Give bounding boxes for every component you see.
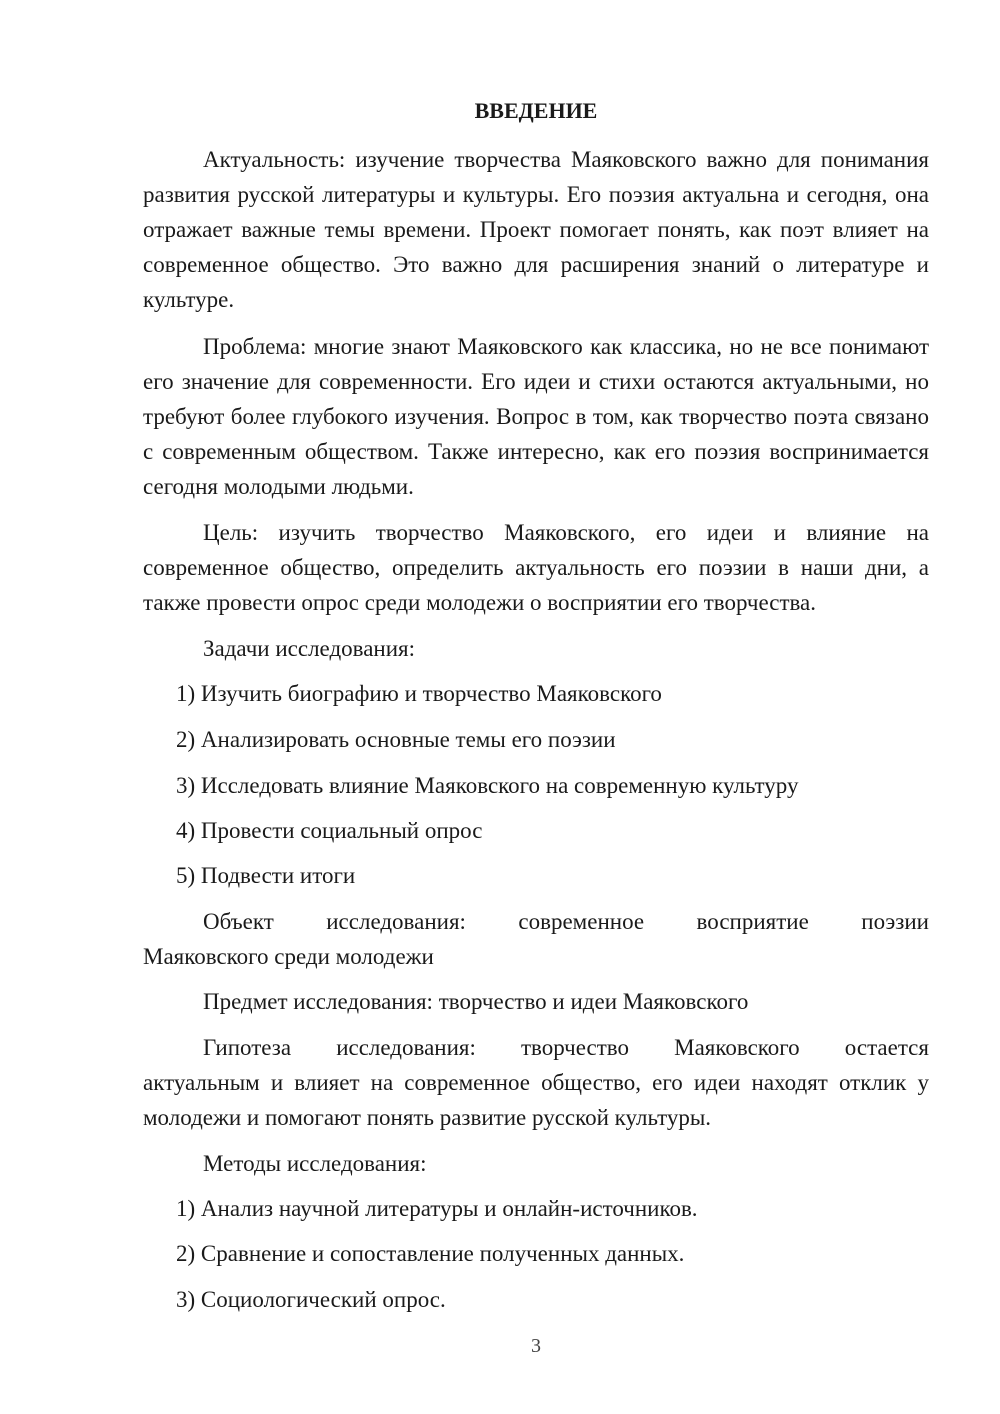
hypothesis-rest: актуальным и влияет на современное общество, его идеи находят отклик у молодежи и помогают понять развитие русской культуры. [143,1070,929,1130]
hypothesis-word: остается [844,1035,929,1060]
method-item-2: 2) Сравнение и сопоставление полученных данных. [176,1241,685,1266]
subject-line: Предмет исследования: творчество и идеи Маяковского [203,989,749,1014]
hypothesis-word: Гипотеза [203,1035,292,1060]
goal-paragraph: Цель: изучить творчество Маяковского, его идеи и влияние на современное общество, определить актуальность его поэзии в наши дни, а также провести опрос среди молодежи о восприятии его творчества. [143,520,929,615]
object-word: поэзии [861,909,929,934]
object-line-1 [143,904,929,939]
hypothesis-word: творчество [521,1035,629,1060]
object-word: современное [518,909,645,934]
object-word: исследования: [326,909,466,934]
task-item-4: 4) Провести социальный опрос [176,818,483,843]
task-item-2: 2) Анализировать основные темы его поэзии [176,727,616,752]
task-item-3: 3) Исследовать влияние Маяковского на современную культуру [176,773,799,798]
method-item-3: 3) Социологический опрос. [176,1287,446,1312]
hypothesis-word: исследования: [336,1035,476,1060]
problem-paragraph: Проблема: многие знают Маяковского как классика, но не все понимают его значение для современности. Его идеи и стихи остаются актуальными, но требуют более глубокого изучения. Вопрос в том, как творчество поэта связано с современным обществом. Также интересно, как его поэзия воспринимается сегодня молодыми людьми. [143,334,929,499]
hypothesis-line-1 [143,1030,929,1065]
method-item-1: 1) Анализ научной литературы и онлайн-источников. [176,1196,698,1221]
page-number: 3 [531,1335,541,1357]
methods-heading: Методы исследования: [203,1151,427,1176]
task-item-5: 5) Подвести итоги [176,863,356,888]
task-item-1: 1) Изучить биографию и творчество Маяковского [176,681,662,706]
object-word: Объект [203,909,274,934]
tasks-heading: Задачи исследования: [203,636,416,661]
section-title: ВВЕДЕНИЕ [474,98,598,123]
document-page [143,0,929,1414]
object-line-2: Маяковского среди молодежи [143,944,434,969]
hypothesis-word: Маяковского [674,1035,800,1060]
relevance-paragraph: Актуальность: изучение творчества Маяковского важно для понимания развития русской литературы и культуры. Его поэзия актуальна и сегодня, она отражает важные темы времени. Проект помогает понять, как поэт влияет на современное общество. Это важно для расширения знаний о литературе и культуре. [143,147,929,312]
object-word: восприятие [696,909,809,934]
